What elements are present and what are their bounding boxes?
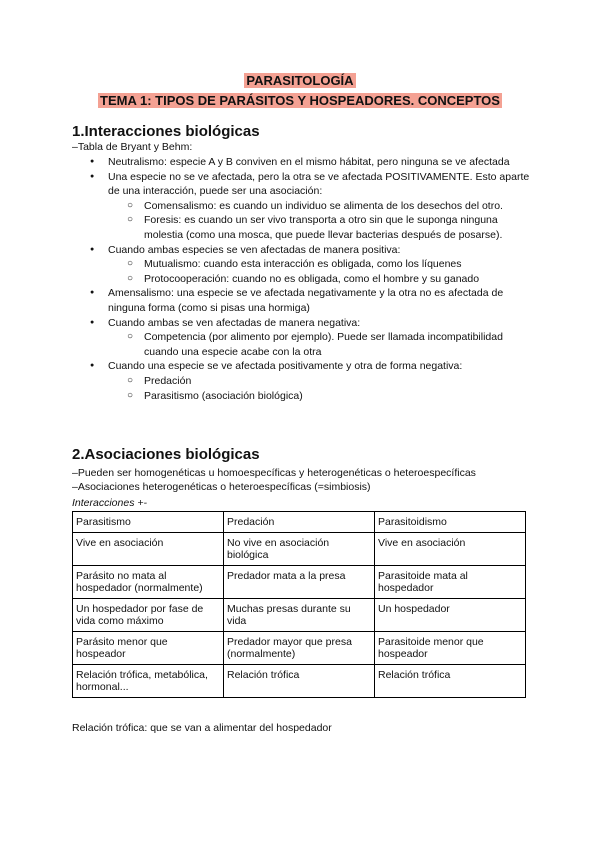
- table-cell: Relación trófica, metabólica, hormonal...: [73, 664, 224, 697]
- table-row: [73, 565, 526, 598]
- section2-line1: –Pueden ser homogenéticas u homoespecíficas y heterogenéticas o heteroespecíficas: [72, 467, 476, 479]
- section1-source: –Tabla de Bryant y Behm:: [72, 141, 193, 153]
- table-cell: Un hospedador por fase de vida como máximo: [73, 598, 224, 631]
- table-row: [73, 512, 526, 533]
- section2-line2: –Asociaciones heterogenéticas o heteroespecíficas (=simbiosis): [72, 481, 371, 493]
- table-cell: Muchas presas durante su vida: [224, 598, 375, 631]
- table-caption: Interacciones +-: [72, 497, 147, 509]
- table-cell: Parasitoide mata al hospedador: [375, 565, 526, 598]
- list-item: ○ Competencia (por alimento por ejemplo). Puede ser llamada incompatibilidad cuando una especie acabe con la otra: [72, 330, 532, 359]
- list-item: ○ Comensalismo: es cuando un individuo se alimenta de los desechos del otro.: [72, 199, 532, 214]
- list-item: ● Cuando una especie se ve afectada positivamente y otra de forma negativa:: [72, 359, 532, 374]
- list-item: ● Neutralismo: especie A y B conviven en el mismo hábitat, pero ninguna se ve afectada: [72, 155, 532, 170]
- table-cell: Un hospedador: [375, 598, 526, 631]
- table-cell: Vive en asociación: [375, 532, 526, 565]
- table-cell: No vive en asociación biológica: [224, 532, 375, 565]
- table-cell: Relación trófica: [375, 664, 526, 697]
- document-subtitle: TEMA 1: TIPOS DE PARÁSITOS Y HOSPEADORES. CONCEPTOS: [100, 93, 500, 108]
- table-cell: Parasitoidismo: [375, 512, 526, 533]
- document-title: PARASITOLOGÍA: [246, 73, 354, 88]
- table-cell: Predación: [224, 512, 375, 533]
- table-footnote: Relación trófica: que se van a alimentar del hospedador: [72, 722, 332, 734]
- list-item: ○ Mutualismo: cuando esta interacción es obligada, como los líquenes: [72, 257, 532, 272]
- list-item: ● Amensalismo: una especie se ve afectada negativamente y la otra no es afectada de ninguna forma (como si pisas una hormiga): [72, 286, 532, 315]
- table-row: [73, 598, 526, 631]
- table-cell: Parasitoide menor que hospeador: [375, 631, 526, 664]
- table-cell: Relación trófica: [224, 664, 375, 697]
- table-row: [73, 532, 526, 565]
- associations-table: [72, 511, 526, 698]
- list-item: ○ Protocooperación: cuando no es obligada, como el hombre y su ganado: [72, 272, 532, 287]
- table-row: [73, 664, 526, 697]
- interactions-list: [72, 155, 532, 403]
- list-item: ○ Parasitismo (asociación biológica): [72, 389, 532, 404]
- table-cell: Parásito menor que hospeador: [73, 631, 224, 664]
- table-cell: Predador mayor que presa (normalmente): [224, 631, 375, 664]
- table-cell: Vive en asociación: [73, 532, 224, 565]
- section1-heading: 1.Interacciones biológicas: [72, 123, 260, 140]
- table-cell: Parásito no mata al hospedador (normalmente): [73, 565, 224, 598]
- table-row: [73, 631, 526, 664]
- list-item: ○ Foresis: es cuando un ser vivo transporta a otro sin que le suponga ninguna molestia (como una mosca, que puede llevar bacterias después de posarse).: [72, 213, 532, 242]
- table-cell: Parasitismo: [73, 512, 224, 533]
- list-item: ● Una especie no se ve afectada, pero la otra se ve afectada POSITIVAMENTE. Esto aparte de una interacción, puede ser una asociación:: [72, 170, 532, 199]
- section2-heading: 2.Asociaciones biológicas: [72, 446, 260, 463]
- list-item: ○ Predación: [72, 374, 532, 389]
- list-item: ● Cuando ambas se ven afectadas de manera negativa:: [72, 316, 532, 331]
- list-item: ● Cuando ambas especies se ven afectadas de manera positiva:: [72, 243, 532, 258]
- table-cell: Predador mata a la presa: [224, 565, 375, 598]
